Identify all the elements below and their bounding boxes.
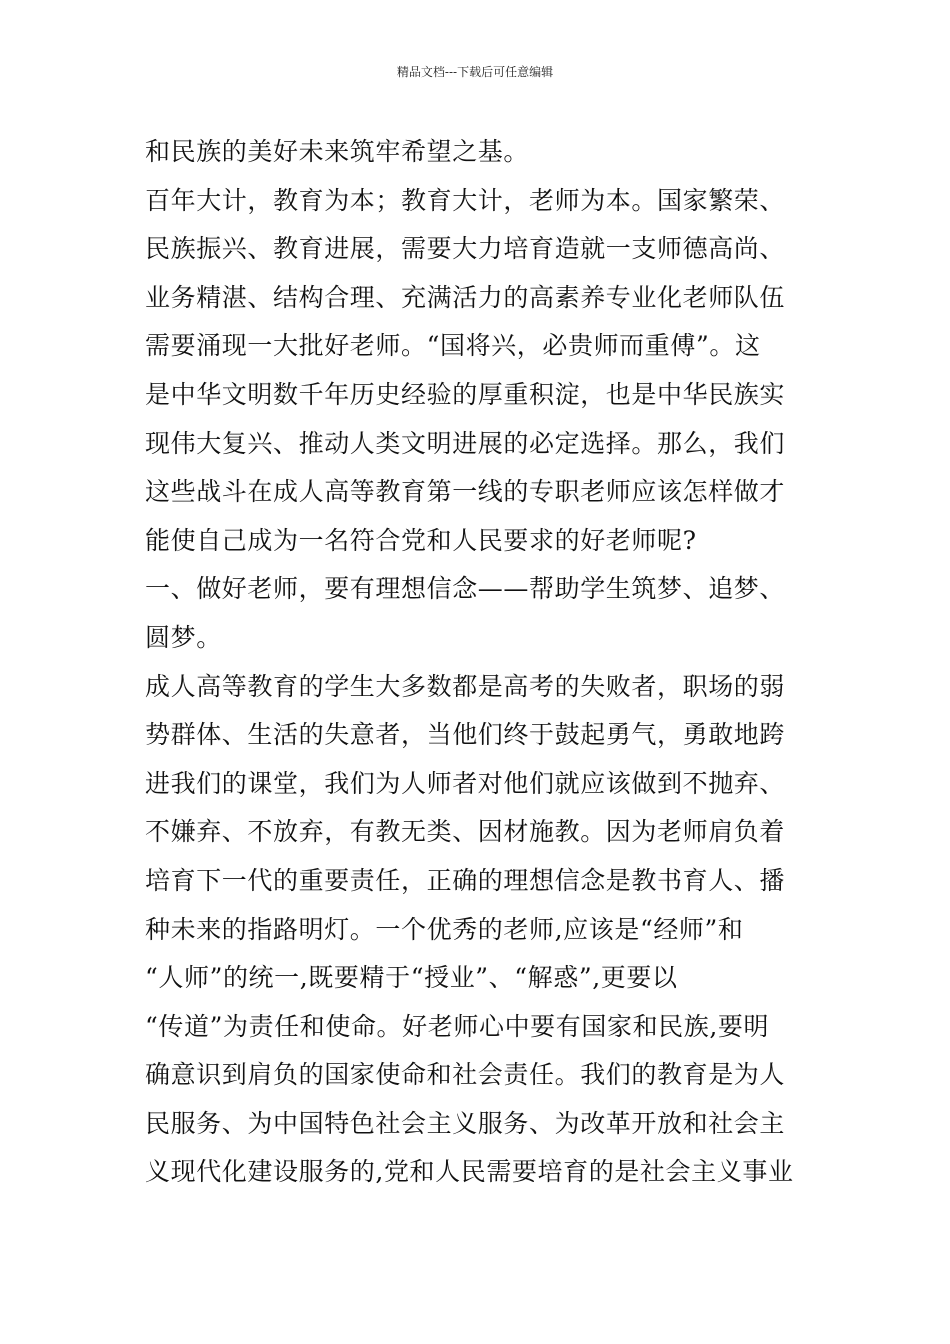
text-line: 培育下一代的重要责任，正确的理想信念是教书育人、播 — [145, 865, 786, 895]
text-line: 业务精湛、结构合理、充满活力的高素养专业化老师队伍 — [145, 282, 786, 312]
text-line: 现伟大复兴、推动人类文明进展的必定选择。那么，我们 — [145, 428, 786, 458]
text-line: 这些战斗在成人高等教育第一线的专职老师应该怎样做才 — [145, 477, 786, 507]
text-line: 民族振兴、教育进展，需要大力培育造就一支师德高尚、 — [145, 234, 786, 264]
text-line: 成人高等教育的学生大多数都是高考的失败者，职场的弱 — [145, 671, 786, 701]
text-line: 确意识到肩负的国家使命和社会责任。我们的教育是为人 — [145, 1060, 786, 1090]
body-text — [145, 128, 825, 1197]
text-line: 是中华文明数千年历史经验的厚重积淀，也是中华民族实 — [145, 379, 786, 409]
section-heading-line: 一、做好老师，要有理想信念——帮助学生筑梦、追梦、 — [145, 574, 786, 604]
text-line: 势群体、生活的失意者，当他们终于鼓起勇气，勇敢地跨 — [145, 720, 786, 750]
text-line: 种未来的指路明灯。一个优秀的老师,应该是“经师”和 — [145, 914, 744, 944]
text-line: 民服务、为中国特色社会主义服务、为改革开放和社会主 — [145, 1108, 786, 1138]
text-line: 需要涌现一大批好老师。“国将兴，必贵师而重傅”。这 — [145, 331, 761, 361]
text-line: 不嫌弃、不放弃，有教无类、因材施教。因为老师肩负着 — [145, 817, 786, 847]
section-heading-line: 圆梦。 — [145, 622, 222, 652]
text-line: 百年大计，教育为本；教育大计，老师为本。国家繁荣、 — [145, 185, 786, 215]
text-line: “人师”的统一,既要精于“授业”、“解惑”,更要以 — [145, 963, 678, 993]
text-line: “传道”为责任和使命。好老师心中要有国家和民族,要明 — [145, 1011, 770, 1041]
text-line: 能使自己成为一名符合党和人民要求的好老师呢? — [145, 525, 697, 555]
text-line: 进我们的课堂，我们为人师者对他们就应该做到不抛弃、 — [145, 768, 786, 798]
text-line: 和民族的美好未来筑牢希望之基。 — [145, 137, 530, 166]
text-line: 义现代化建设服务的,党和人民需要培育的是社会主义事业 — [145, 1157, 794, 1187]
page-header: 精品文档---下载后可任意编辑 — [396, 65, 554, 79]
